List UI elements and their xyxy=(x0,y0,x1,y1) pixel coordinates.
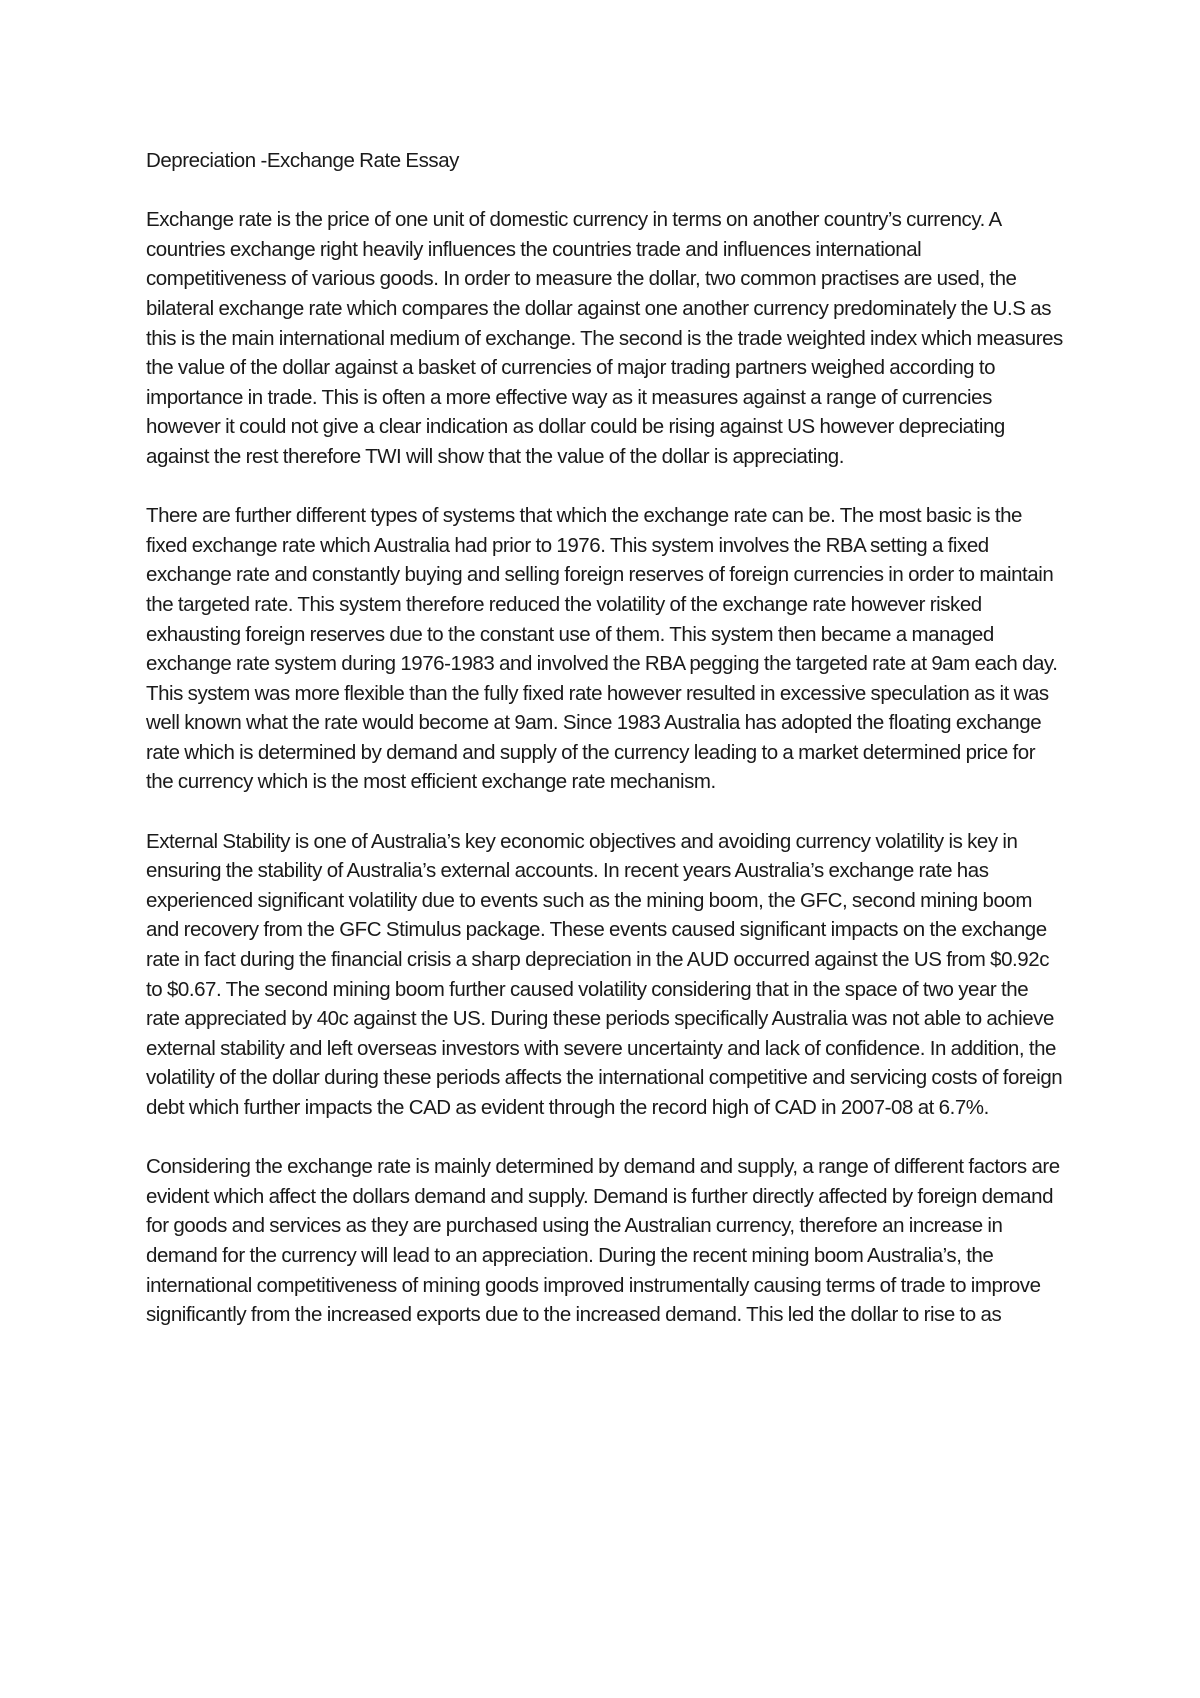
document-title: Depreciation -Exchange Rate Essay xyxy=(146,149,459,172)
paragraph-external-stability: External Stability is one of Australia’s key economic objectives and avoiding currency volatility is key in ensuring the stability of Australia’s external accounts. In recent years Australia’s exchange rate has experienced significant volatility due to events such as the mining boom, the GFC, second mining boom and recovery from the GFC Stimulus package. These events caused significant impacts on the exchange rate in fact during the financial crisis a sharp depreciation in the AUD occurred against the US from $0.92c to $0.67. The second mining boom further caused volatility considering that in the space of two year the rate appreciated by 40c against the US. During these periods specifically Australia was not able to achieve external stability and left overseas investors with severe uncertainty and lack of confidence. In addition, the volatility of the dollar during these periods affects the international competitive and servicing costs of foreign debt which further impacts the CAD as evident through the record high of CAD in 2007-08 at 6.7%. xyxy=(146,829,1063,1119)
paragraph-exchange-rate-definition: Exchange rate is the price of one unit of domestic currency in terms on another country’s currency. A countries exchange right heavily influences the countries trade and influences international competitiveness of various goods. In order to measure the dollar, two common practises are used, the bilateral exchange rate which compares the dollar against one another currency predominately the U.S as this is the main international medium of exchange. The second is the trade weighted index which measures the value of the dollar against a basket of currencies of major trading partners weighed according to importance in trade. This is often a more effective way as it measures against a range of currencies however it could not give a clear indication as dollar could be rising against US however depreciating against the rest therefore TWI will show that the value of the dollar is appreciating. xyxy=(146,208,1063,468)
document-body xyxy=(146,146,1066,1330)
paragraph-exchange-rate-systems: There are further different types of systems that which the exchange rate can be. The most basic is the fixed exchange rate which Australia had prior to 1976. This system involves the RBA setting a fixed exchange rate and constantly buying and selling foreign reserves of foreign currencies in order to maintain the targeted rate. This system therefore reduced the volatility of the exchange rate however risked exhausting foreign reserves due to the constant use of them. This system then became a managed exchange rate system during 1976-1983 and involved the RBA pegging the targeted rate at 9am each day. This system was more flexible than the fully fixed rate however resulted in excessive speculation as it was well known what the rate would become at 9am. Since 1983 Australia has adopted the floating exchange rate which is determined by demand and supply of the currency leading to a market determined price for the currency which is the most efficient exchange rate mechanism. xyxy=(146,504,1058,794)
paragraph-demand-supply-factors: Considering the exchange rate is mainly determined by demand and supply, a range of different factors are evident which affect the dollars demand and supply. Demand is further directly affected by foreign demand for goods and services as they are purchased using the Australian currency, therefore an increase in demand for the currency will lead to an appreciation. During the recent mining boom Australia’s, the international competitiveness of mining goods improved instrumentally causing terms of trade to improve significantly from the increased exports due to the increased demand. This led the dollar to rise to as xyxy=(146,1155,1060,1327)
